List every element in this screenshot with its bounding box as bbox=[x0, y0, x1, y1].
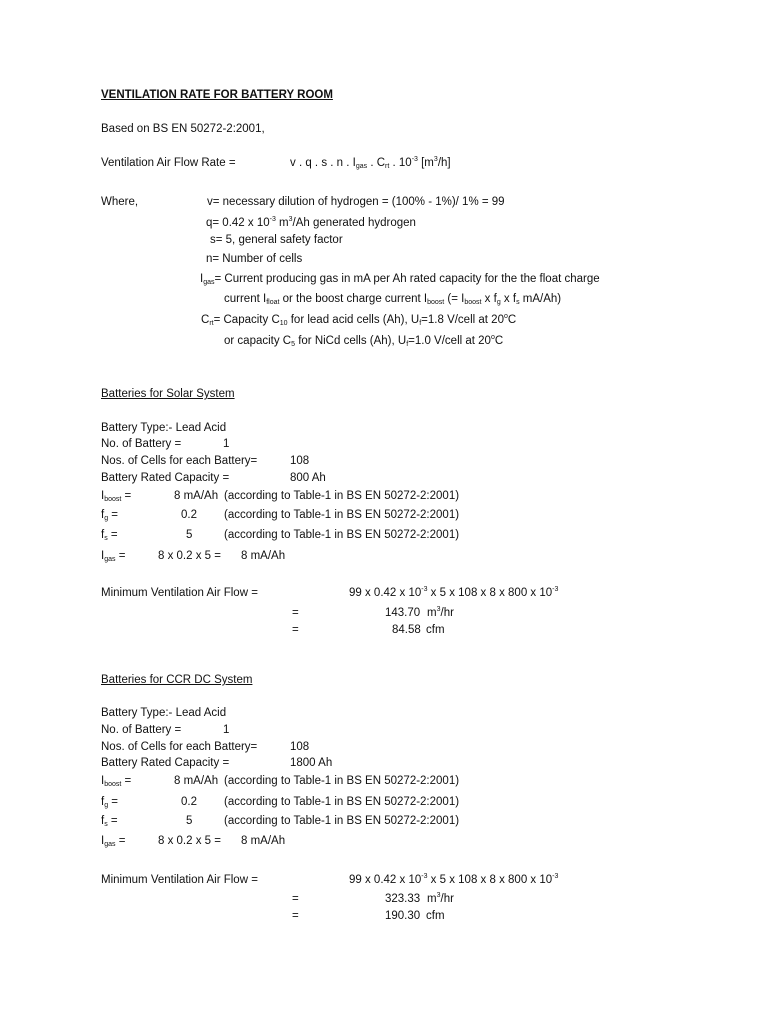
section-heading: Batteries for Solar System bbox=[101, 388, 235, 400]
cells-value: 108 bbox=[290, 455, 310, 467]
where-q: q= 0.42 x $10^{-3}$ $m^3/Ah$ generated hydrogen bbox=[206, 216, 416, 229]
airflow-result-m3: 323.33 bbox=[385, 893, 421, 905]
where-igas: $I_{gas}=$ Current producing gas in mA per Ah rated capacity for the the float charge bbox=[200, 273, 600, 286]
airflow-result-cfm: 190.30 bbox=[385, 910, 421, 922]
equals-sign: = bbox=[292, 607, 299, 619]
battery-type: Battery Type:- Lead Acid bbox=[101, 707, 227, 719]
where-crt: $C_{rt}=$ Capacity $C_{10}$ for lead acid cells (Ah), $U_f=1.8$ V/cell at 20$^o$C bbox=[201, 313, 517, 327]
airflow-result-cfm: 84.58 bbox=[392, 624, 421, 636]
battery-count-value: 1 bbox=[223, 438, 230, 450]
igas-expression: 8 x 0.2 x 5 = bbox=[158, 550, 221, 562]
fg-label: $f_g$ = bbox=[101, 796, 119, 809]
fs-reference: (according to Table-1 in BS EN 50272-2:2001) bbox=[224, 815, 460, 827]
where-or: or capacity $C_5$ for NiCd cells (Ah), $U_f=1.0$ V/cell at 20$^o$C bbox=[224, 334, 504, 348]
document-title: VENTILATION RATE FOR BATTERY ROOM bbox=[101, 89, 333, 101]
airflow-unit-cfm: cfm bbox=[426, 624, 445, 636]
iboost-reference: (according to Table-1 in BS EN 50272-2:2001) bbox=[224, 490, 460, 502]
fs-reference: (according to Table-1 in BS EN 50272-2:2001) bbox=[224, 529, 460, 541]
fs-value: 5 bbox=[186, 815, 193, 827]
formula-expression: v . q . s . n . $I_{gas}$ . $C_{rt}$ . $10^{-3}$ $[m^3/h]$ bbox=[290, 156, 451, 170]
airflow-unit-m3: $m^3/hr$ bbox=[427, 892, 454, 905]
capacity-label: Battery Rated Capacity = bbox=[101, 757, 230, 769]
formula-label: Ventilation Air Flow Rate = bbox=[101, 157, 236, 169]
airflow-result-m3: 143.70 bbox=[385, 607, 421, 619]
battery-count-value: 1 bbox=[223, 724, 230, 736]
where-s: s= 5, general safety factor bbox=[210, 234, 343, 246]
basis-text: Based on BS EN 50272-2:2001, bbox=[101, 123, 265, 135]
where-current: current $I_{float}$ or the boost charge current $I_{boost}$ (= $I_{boost}$ x $f_g$ x $f_s$ mA/Ah) bbox=[224, 293, 562, 306]
min-airflow-calculation: 99 x 0.42 x $10^{-3}$ x 5 x 108 x 8 x 800 x $10^{-3}$ bbox=[349, 873, 559, 886]
section-heading: Batteries for CCR DC System bbox=[101, 674, 253, 686]
igas-value: 8 mA/Ah bbox=[241, 550, 286, 562]
iboost-label: $I_{boost}$ = bbox=[101, 490, 132, 503]
capacity-value: 800 Ah bbox=[290, 472, 326, 484]
fg-value: 0.2 bbox=[181, 796, 197, 808]
iboost-reference: (according to Table-1 in BS EN 50272-2:2001) bbox=[224, 775, 460, 787]
equals-sign: = bbox=[292, 910, 299, 922]
capacity-label: Battery Rated Capacity = bbox=[101, 472, 230, 484]
equals-sign: = bbox=[292, 624, 299, 636]
cells-label: Nos. of Cells for each Battery= bbox=[101, 455, 258, 467]
igas-expression: 8 x 0.2 x 5 = bbox=[158, 835, 221, 847]
iboost-value: 8 mA/Ah bbox=[174, 775, 219, 787]
fg-reference: (according to Table-1 in BS EN 50272-2:2001) bbox=[224, 796, 460, 808]
cells-label: Nos. of Cells for each Battery= bbox=[101, 741, 258, 753]
igas-label: $I_{gas}$ = bbox=[101, 835, 126, 848]
capacity-value: 1800 Ah bbox=[290, 757, 333, 769]
min-airflow-label: Minimum Ventilation Air Flow = bbox=[101, 874, 258, 886]
airflow-unit-cfm: cfm bbox=[426, 910, 445, 922]
fs-label: $f_s$ = bbox=[101, 815, 118, 828]
battery-type: Battery Type:- Lead Acid bbox=[101, 422, 227, 434]
where-n: n= Number of cells bbox=[206, 253, 303, 265]
battery-count-label: No. of Battery = bbox=[101, 438, 182, 450]
cells-value: 108 bbox=[290, 741, 310, 753]
min-airflow-label: Minimum Ventilation Air Flow = bbox=[101, 587, 258, 599]
fg-label: $f_g$ = bbox=[101, 509, 119, 522]
where-label: Where, bbox=[101, 196, 139, 208]
equals-sign: = bbox=[292, 893, 299, 905]
igas-value: 8 mA/Ah bbox=[241, 835, 286, 847]
igas-label: $I_{gas}$ = bbox=[101, 550, 126, 563]
iboost-label: $I_{boost}$ = bbox=[101, 775, 132, 788]
min-airflow-calculation: 99 x 0.42 x $10^{-3}$ x 5 x 108 x 8 x 800 x $10^{-3}$ bbox=[349, 586, 559, 599]
iboost-value: 8 mA/Ah bbox=[174, 490, 219, 502]
fs-label: $f_s$ = bbox=[101, 529, 118, 542]
fg-value: 0.2 bbox=[181, 509, 197, 521]
battery-count-label: No. of Battery = bbox=[101, 724, 182, 736]
airflow-unit-m3: $m^3/hr$ bbox=[427, 606, 454, 619]
where-v: v= necessary dilution of hydrogen = (100% - 1%)/ 1% = 99 bbox=[207, 196, 505, 208]
fs-value: 5 bbox=[186, 529, 193, 541]
fg-reference: (according to Table-1 in BS EN 50272-2:2001) bbox=[224, 509, 460, 521]
